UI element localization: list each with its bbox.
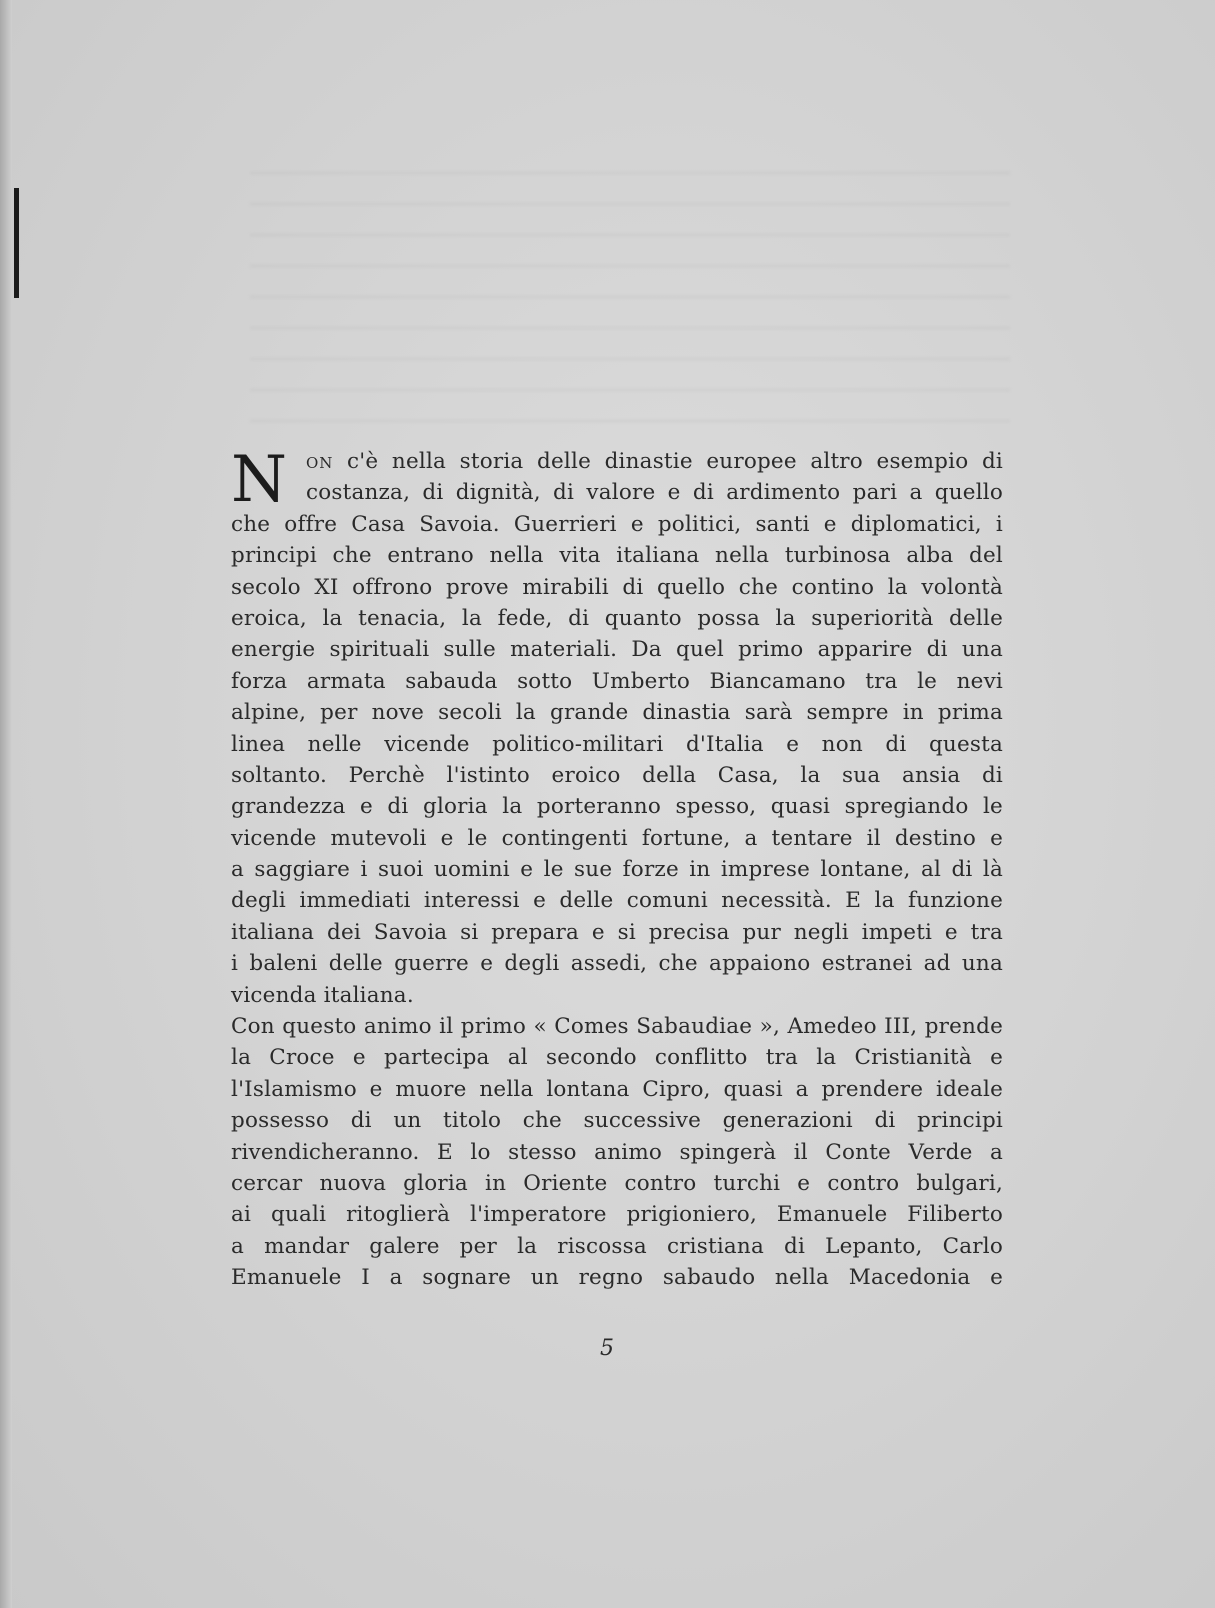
text-line: vicenda italiana. xyxy=(231,982,414,1008)
text-line: degli immediati interessi e delle comuni necessità. E la funzione xyxy=(231,888,1003,914)
text-line: a saggiare i suoi uomini e le sue forze in imprese lontane, al di là xyxy=(231,857,1003,883)
first-word-smallcaps: ON xyxy=(306,454,334,472)
text-line: rivendicheranno. E lo stesso animo spingerà il Conte Verde a xyxy=(231,1139,1003,1165)
text-line: soltanto. Perchè l'istinto eroico della Casa, la sua ansia di xyxy=(231,762,1003,788)
text-line xyxy=(231,446,1003,477)
first-line-text: c'è nella storia delle dinastie europee altro esempio di xyxy=(347,449,1004,474)
binding-shadow xyxy=(0,0,12,1608)
text-line: energie spirituali sulle materiali. Da quel primo apparire di una xyxy=(231,637,1003,663)
text-line: secolo XI offrono prove mirabili di quello che contino la volontà xyxy=(231,574,1003,600)
text-line: italiana dei Savoia si prepara e si precisa pur negli impeti e tra xyxy=(231,919,1003,945)
text-line: che offre Casa Savoia. Guerrieri e politici, santi e diplomatici, i xyxy=(231,511,1003,537)
text-line: l'Islamismo e muore nella lontana Cipro, quasi a prendere ideale xyxy=(231,1076,1003,1102)
text-line: costanza, di dignità, di valore e di ardimento pari a quello xyxy=(306,480,1003,506)
text-line: alpine, per nove secoli la grande dinastia sarà sempre in prima xyxy=(231,700,1003,726)
text-line: a mandar galere per la riscossa cristiana di Lepanto, Carlo xyxy=(231,1233,1003,1259)
body-text xyxy=(231,443,1004,1294)
text-line: forza armata sabauda sotto Umberto Biancamano tra le nevi xyxy=(231,668,1003,694)
text-line: linea nelle vicende politico-militari d'Italia e non di questa xyxy=(231,731,1003,757)
text-line: ai quali ritoglierà l'imperatore prigioniero, Emanuele Filiberto xyxy=(231,1202,1003,1228)
text-line: vicende mutevoli e le contingenti fortune, a tentare il destino e xyxy=(231,825,1003,851)
text-line: grandezza e di gloria la porteranno spesso, quasi spregiando le xyxy=(231,794,1003,820)
text-line: eroica, la tenacia, la fede, di quanto possa la superiorità delle xyxy=(231,605,1003,631)
text-line: cercar nuova gloria in Oriente contro turchi e contro bulgari, xyxy=(231,1170,1003,1196)
drop-cap: N xyxy=(231,443,288,517)
bleed-through-text xyxy=(250,150,1010,450)
binding-mark xyxy=(14,188,19,298)
text-line: la Croce e partecipa al secondo conflitto tra la Cristianità e xyxy=(231,1045,1003,1071)
text-line: Emanuele I a sognare un regno sabaudo nella Macedonia e xyxy=(231,1265,1003,1291)
text-line: possesso di un titolo che successive generazioni di principi xyxy=(231,1108,1003,1134)
page-number: 5 xyxy=(600,1336,614,1361)
text-line: i baleni delle guerre e degli assedi, che appaiono estranei ad una xyxy=(231,951,1003,977)
text-line: Con questo animo il primo « Comes Sabaudiae », Amedeo III, prende xyxy=(231,1014,1003,1040)
text-line: principi che entrano nella vita italiana nella turbinosa alba del xyxy=(231,543,1003,569)
